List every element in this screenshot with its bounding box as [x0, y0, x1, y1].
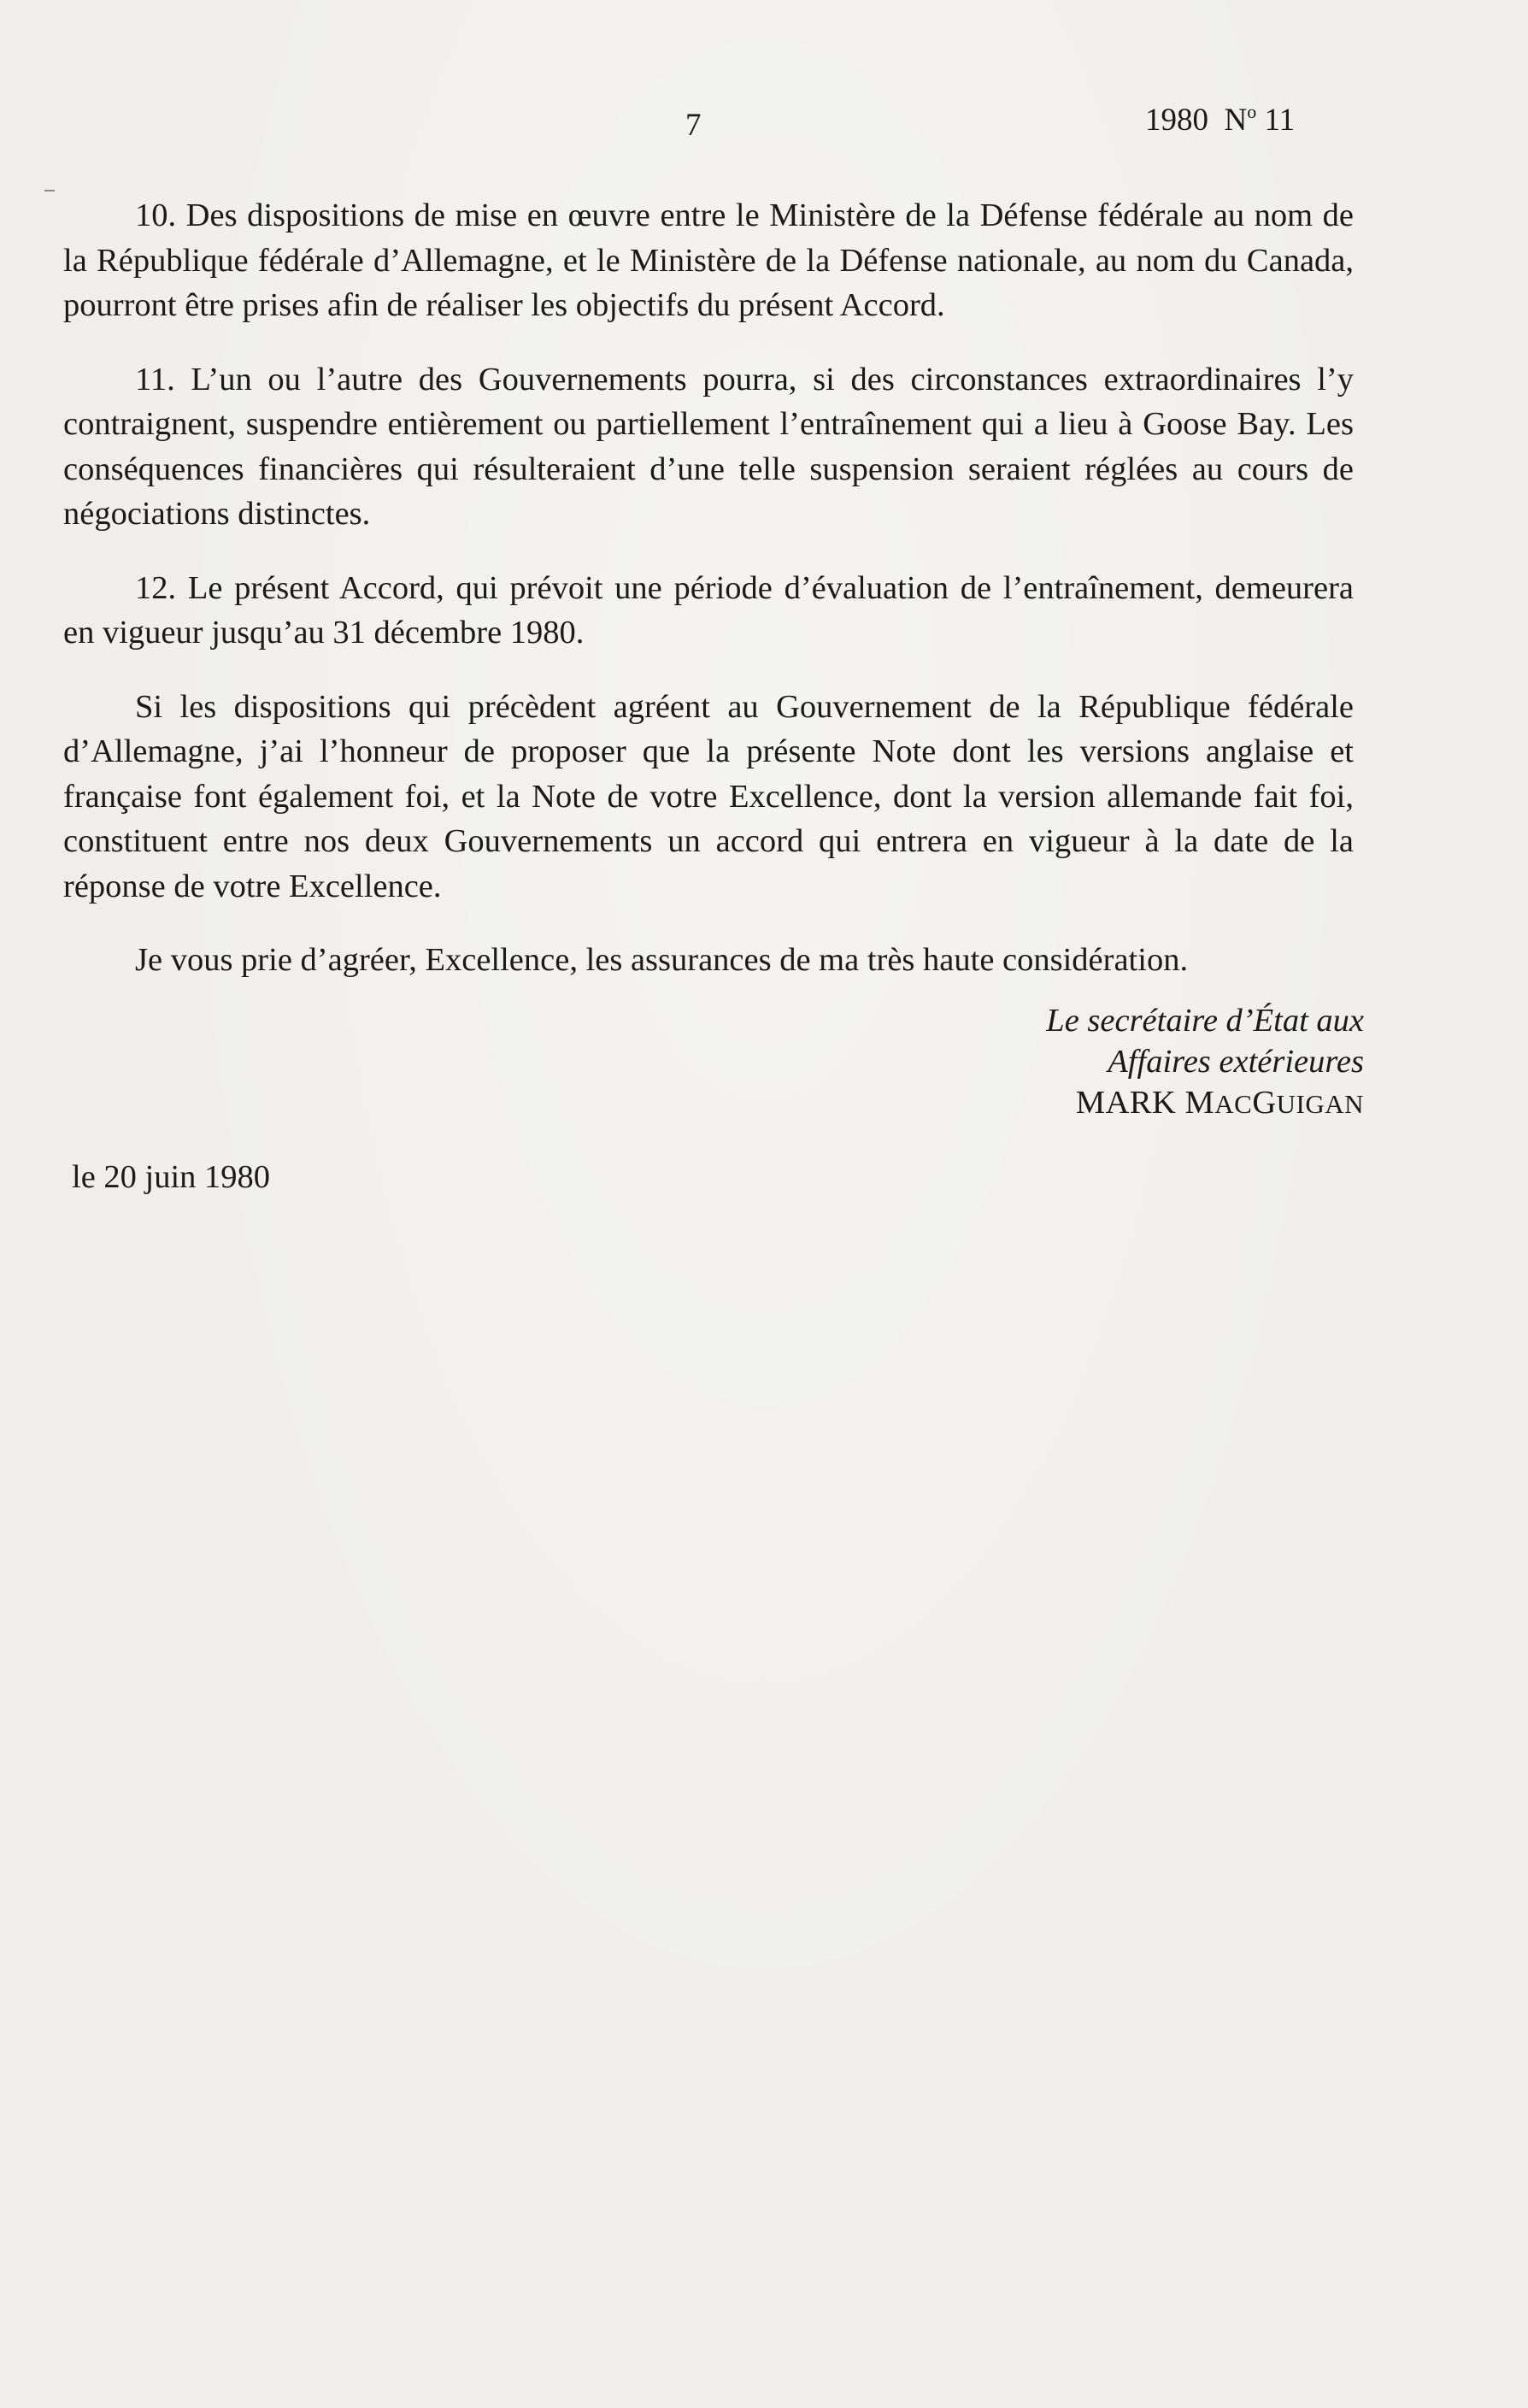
signatory-name-part-4: UIGAN: [1276, 1089, 1364, 1119]
paragraph-proposal: Si les dispositions qui précèdent agréent au Gouvernement de la République fédérale d’Allemagne, j’ai l’honneur de proposer que la présente Note dont les versions anglaise et française font également foi, et la Note de votre Excellence, dont la version allemande fait foi, constituent entre nos deux Gouvernements un accord qui entrera en vigueur à la date de la réponse de votre Excellence.: [63, 688, 1354, 904]
signatory-title-line-2: Affaires extérieures: [1108, 1044, 1364, 1080]
paragraph-12: 12. Le présent Accord, qui prévoit une période d’évaluation de l’entraînement, demeurera en vigueur jusqu’au 31 décembre 1980.: [63, 569, 1354, 651]
paragraph-10: 10. Des dispositions de mise en œuvre entre le Ministère de la Défense fédérale au nom de la République fédérale d’Allemagne, et le Ministère de la Défense nationale, au nom du Canada, pourront être prises afin de réaliser les objectifs du présent Accord.: [63, 197, 1354, 323]
letter-body: [63, 193, 1354, 1012]
signatory-name-part-3: G: [1252, 1085, 1277, 1121]
document-reference: [1145, 103, 1295, 136]
signature-block: [1046, 1000, 1364, 1125]
margin-mark: [44, 190, 55, 191]
paragraph-closing: Je vous prie d’agréer, Excellence, les assurances de ma très haute considération.: [135, 942, 1189, 978]
page-number: 7: [685, 108, 702, 143]
document-number-superscript: o: [1247, 101, 1257, 122]
letter-date: le 20 juin 1980: [72, 1159, 271, 1195]
signatory-name: [1046, 1082, 1364, 1125]
document-number-label: N: [1224, 103, 1248, 138]
signatory-name-part-1: MARK M: [1075, 1085, 1215, 1121]
signatory-name-part-2: AC: [1214, 1089, 1253, 1119]
signatory-title-line-1: Le secrétaire d’État aux: [1046, 1003, 1364, 1039]
paragraph-11: 11. L’un ou l’autre des Gouvernements pourra, si des circonstances extraordinaires l’y contraignent, suspendre entièrement ou partiellement l’entraînement qui a lieu à Goose Bay. Les conséquences financières qui résulteraient d’une telle suspension seraient réglées au cours de négociations distinctes.: [63, 361, 1354, 532]
document-number-value: 11: [1264, 103, 1296, 138]
document-year: 1980: [1145, 103, 1208, 138]
